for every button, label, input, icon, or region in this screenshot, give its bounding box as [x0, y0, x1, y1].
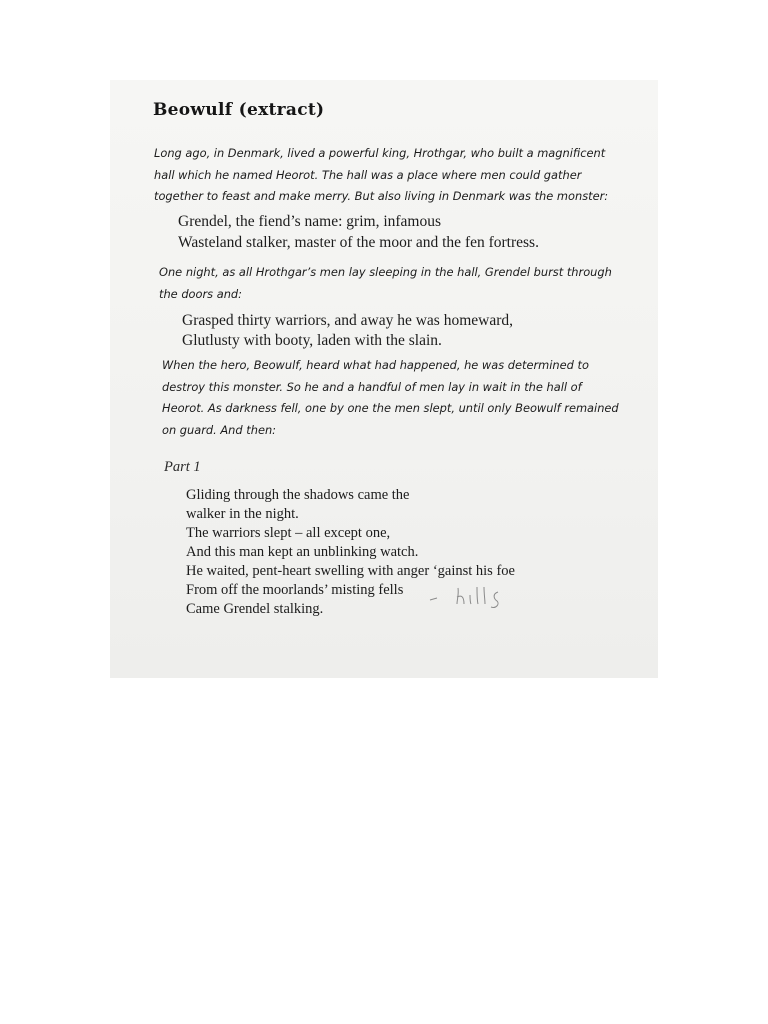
verse-line: Gliding through the shadows came the [186, 487, 410, 503]
verse-line: And this man kept an unblinking watch. [186, 544, 419, 560]
intro-line: together to feast and make merry. But also living in Denmark was the monster: [154, 189, 609, 203]
verse-stanza-2 [182, 311, 513, 351]
verse-line: He waited, pent-heart swelling with anger ‘gainst his foe [186, 563, 515, 579]
verse-line: Grendel, the fiend’s name: grim, infamous [178, 213, 442, 230]
paragraph-line: destroy this monster. So he and a handful of men lay in wait in the hall of [162, 379, 582, 394]
verse-line: Wasteland stalker, master of the moor and the fen fortress. [178, 234, 539, 251]
verse-line: From off the moorlands’ misting fells [186, 582, 404, 598]
intro-line: hall which he named Heorot. The hall was a place where men could gather [154, 167, 582, 182]
document-title: Beowulf (extract) [153, 100, 325, 120]
verse-line: Came Grendel stalking. [186, 601, 324, 617]
verse-line: Grasped thirty warriors, and away he was homeward, [182, 312, 513, 329]
verse-line: The warriors slept – all except one, [186, 525, 391, 541]
paragraph-line: Heorot. As darkness fell, one by one the men slept, until only Beowulf remained [162, 401, 619, 415]
verse-stanza-1 [178, 211, 539, 253]
paragraph-3 [162, 355, 619, 441]
verse-line: walker in the night. [186, 506, 299, 522]
paragraph-line: When the hero, Beowulf, heard what had happened, he was determined to [162, 358, 589, 372]
part-label: Part 1 [164, 459, 201, 475]
paragraph-line: on guard. And then: [162, 422, 277, 437]
paragraph-2 [159, 262, 612, 305]
handwritten-annotation [428, 582, 514, 612]
verse-line: Glutlusty with booty, laden with the slain. [182, 332, 442, 349]
paragraph-line: One night, as all Hrothgar’s men lay sleeping in the hall, Grendel burst through [159, 265, 612, 279]
intro-paragraph [154, 143, 608, 208]
paragraph-line: the doors and: [159, 286, 242, 301]
intro-line: Long ago, in Denmark, lived a powerful king, Hrothgar, who built a magnificent [154, 146, 606, 160]
